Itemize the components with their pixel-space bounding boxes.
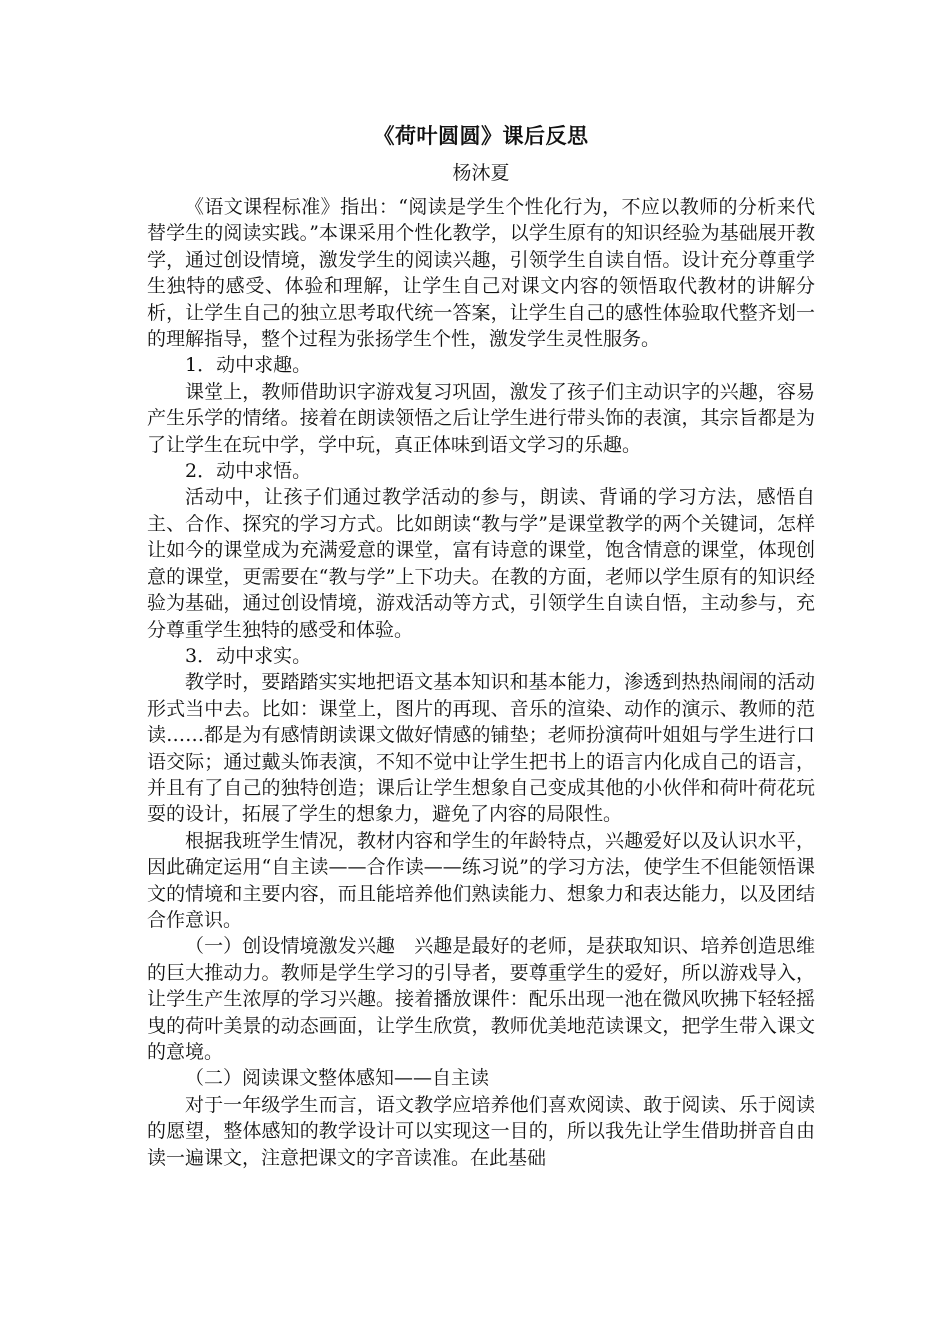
paragraph-intro: 《语文课程标准》指出：“阅读是学生个性化行为，不应以教师的分析来代替学生的阅读实践。”本课采用个性化教学，以学生原有的知识经验为基础展开教学，通过创设情境，激发学生的阅读兴趣，引领学生自读自悟。设计充分尊重学生独特的感受、体验和理解，让学生自己对课文内容的领悟取代教材的讲解分析，让学生自己的独立思考取代统一答案，让学生自己的感性体验取代整齐划一的理解指导，整个过程为张扬学生个性，激发学生灵性服务。: [147, 196, 815, 351]
section-heading-2: 2．动中求悟。: [185, 460, 312, 483]
author-name: 杨沐夏: [452, 162, 510, 184]
paragraph-step-1: （一）创设情境激发兴趣 兴趣是最好的老师，是获取知识、培养创造思维的巨大推动力。教师是学生学习的引导者，要尊重学生的爱好，所以游戏导入，让学生产生浓厚的学习兴趣。接着播放课件：配乐出现一池在微风吹拂下轻轻摇曳的荷叶美景的动态画面，让学生欣赏，教师优美地范读课文，把学生带入课文的意境。: [147, 935, 815, 1063]
page-title: 《荷叶圆圆》课后反思: [373, 123, 589, 148]
paragraph-method: 根据我班学生情况，教材内容和学生的年龄特点，兴趣爱好以及认识水平，因此确定运用“自主读——合作读——练习说”的学习方法，使学生不但能领悟课文的情境和主要内容，而且能培养他们熟读能力、想象力和表达能力，以及团结合作意识。: [147, 829, 815, 931]
section-heading-1: 1．动中求趣。: [185, 354, 312, 377]
paragraph-section-3: 教学时，要踏踏实实地把语文基本知识和基本能力，渗透到热热闹闹的活动形式当中去。比如：课堂上，图片的再现、音乐的渲染、动作的演示、教师的范读……都是为有感情朗读课文做好情感的铺垫；老师扮演荷叶姐姐与学生进行口语交际；通过戴头饰表演，不知不觉中让学生把书上的语言内化成自己的语言，并且有了自己的独特创造；课后让学生想象自己变成其他的小伙伴和荷叶荷花玩耍的设计，拓展了学生的想象力，避免了内容的局限性。: [147, 671, 815, 826]
step-heading-2: （二）阅读课文整体感知——自主读: [185, 1067, 490, 1090]
section-heading-3: 3．动中求实。: [185, 644, 312, 667]
document-page: [147, 120, 815, 1171]
paragraph-section-2: 活动中，让孩子们通过教学活动的参与，朗读、背诵的学习方法，感悟自主、合作、探究的学习方式。比如朗读“教与学”是课堂教学的两个关键词，怎样让如今的课堂成为充满爱意的课堂，富有诗意的课堂，饱含情意的课堂，体现创意的课堂，更需要在“教与学”上下功夫。在教的方面，老师以学生原有的知识经验为基础，通过创设情境，游戏活动等方式，引领学生自读自悟，主动参与，充分尊重学生独特的感受和体验。: [147, 486, 815, 641]
paragraph-step-2: 对于一年级学生而言，语文教学应培养他们喜欢阅读、敢于阅读、乐于阅读的愿望，整体感知的教学设计可以实现这一目的，所以我先让学生借助拼音自由读一遍课文，注意把课文的字音读准。在此基础: [147, 1093, 815, 1169]
paragraph-section-1: 课堂上，教师借助识字游戏复习巩固，激发了孩子们主动识字的兴趣，容易产生乐学的情绪。接着在朗读领悟之后让学生进行带头饰的表演，其宗旨都是为了让学生在玩中学，学中玩，真正体味到语文学习的乐趣。: [147, 380, 815, 456]
